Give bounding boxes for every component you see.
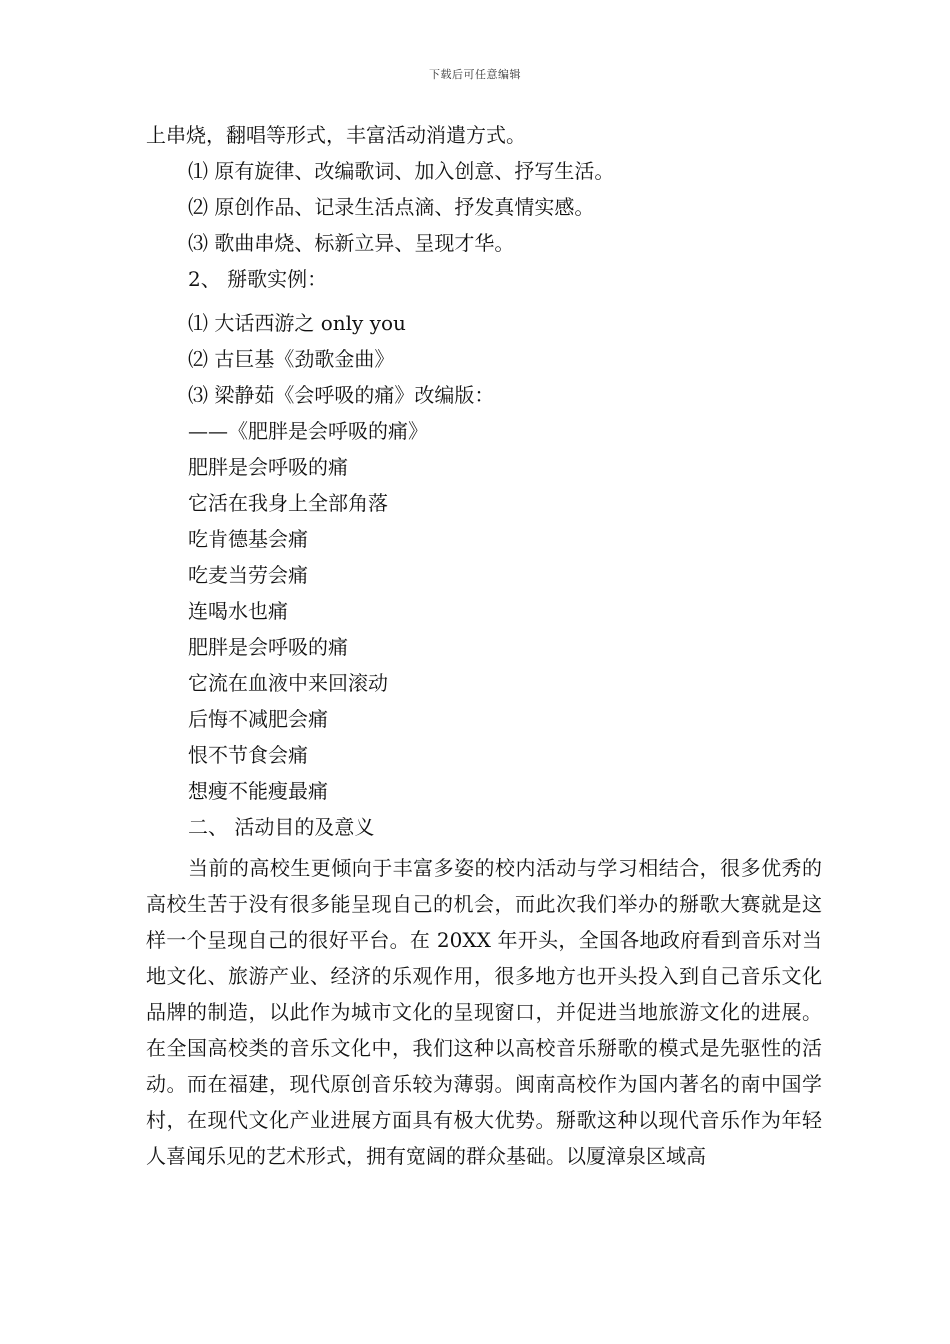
lyric-line: 它流在血液中来回滚动 bbox=[188, 671, 388, 695]
list-item: ⑴ 原有旋律、改编歌词、加入创意、抒写生活。 bbox=[188, 159, 615, 183]
list-item: ⑵ 古巨基《劲歌金曲》 bbox=[188, 347, 395, 371]
section-heading: 二、 活动目的及意义 bbox=[188, 815, 375, 839]
header-note: 下载后可任意编辑 bbox=[429, 68, 521, 81]
section-heading: 2、 掰歌实例： bbox=[188, 267, 328, 291]
lyric-line: 后悔不减肥会痛 bbox=[188, 707, 328, 731]
lyric-line: 吃麦当劳会痛 bbox=[188, 563, 308, 587]
list-item: ⑶ 歌曲串烧、标新立异、呈现才华。 bbox=[188, 231, 515, 255]
list-item: ⑴ 大话西游之 only you bbox=[188, 311, 406, 335]
lyric-line: 它活在我身上全部角落 bbox=[188, 491, 388, 515]
lyric-line: 肥胖是会呼吸的痛 bbox=[188, 455, 348, 479]
song-title: ——《肥胖是会呼吸的痛》 bbox=[188, 419, 428, 443]
list-item: ⑶ 梁静茹《会呼吸的痛》改编版： bbox=[188, 383, 495, 407]
lyric-line: 吃肯德基会痛 bbox=[188, 527, 308, 551]
body-paragraph: 当前的高校生更倾向于丰富多姿的校内活动与学习相结合，很多优秀的高校生苦于没有很多能呈现自己的机会，而此次我们举办的掰歌大赛就是这样一个呈现自己的很好平台。在 20XX 年开头，全国各地政府看到音乐对当地文化、旅游产业、经济的乐观作用，很多地方也开头投入到自己音乐文化品牌的制造，以此作为城市文化的呈现窗口，并促进当地旅游文化的进展。在全国高校类的音乐文化中，我们这种以高校音乐掰歌的模式是先驱性的活动。而在福建，现代原创音乐较为薄弱。闽南高校作为国内著名的南中国学村，在现代文化产业进展方面具有极大优势。掰歌这种以现代音乐作为年轻人喜闻乐见的艺术形式，拥有宽阔的群众基础。以厦漳泉区域高 bbox=[146, 856, 822, 1168]
lyric-line: 想瘦不能瘦最痛 bbox=[188, 779, 328, 803]
lyric-line: 恨不节食会痛 bbox=[188, 743, 308, 767]
lyric-line: 连喝水也痛 bbox=[188, 599, 288, 623]
lyric-line: 肥胖是会呼吸的痛 bbox=[188, 635, 348, 659]
text-line: 上串烧，翻唱等形式，丰富活动消遣方式。 bbox=[146, 123, 526, 147]
list-item: ⑵ 原创作品、记录生活点滴、抒发真情实感。 bbox=[188, 195, 595, 219]
